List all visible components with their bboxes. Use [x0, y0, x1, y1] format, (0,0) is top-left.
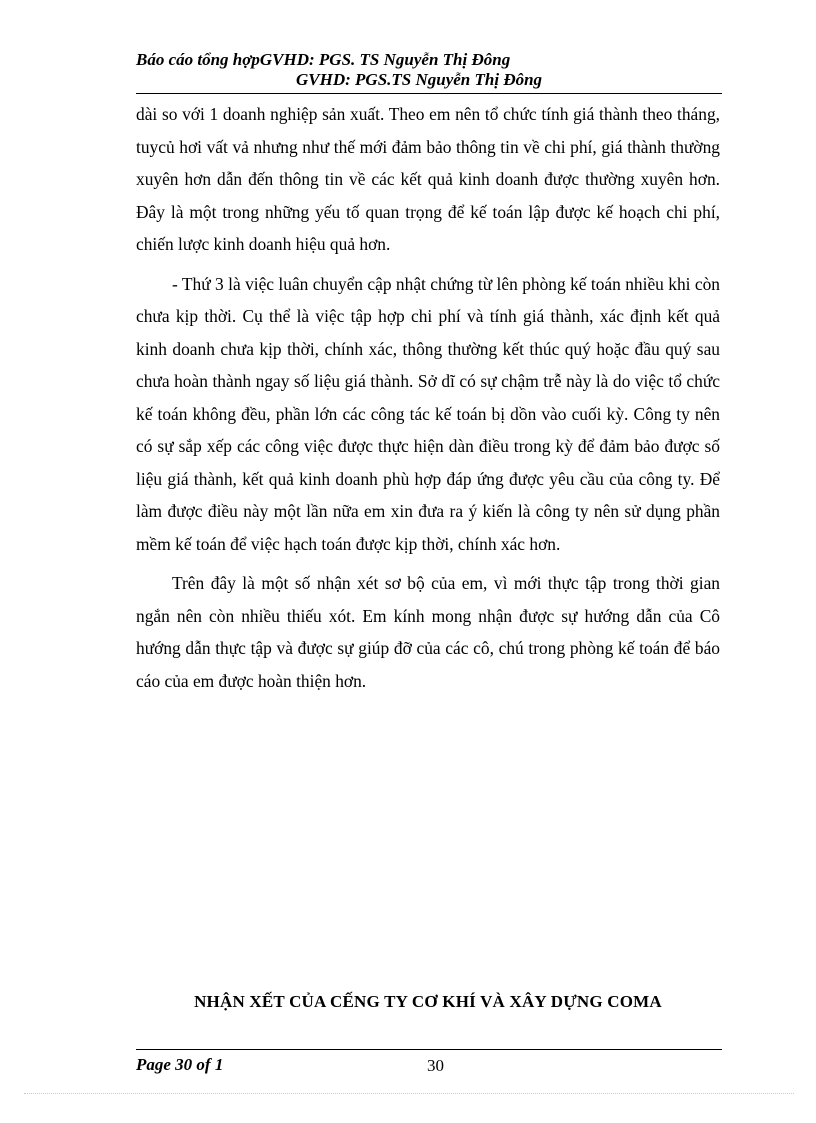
- paragraph-conclusion: Trên đây là một số nhận xét sơ bộ của em, vì mới thực tập trong thời gian ngắn nên còn nhiều thiếu xót. Em kính mong nhận được sự hướng dẫn của Cô hướng dẫn thực tập và được sự giúp đỡ của các cô, chú trong phòng kế toán để báo cáo của em được hoàn thiện hơn.: [136, 573, 720, 691]
- footer-divider: [136, 1049, 722, 1050]
- footer-page-label: Page 30 of 1: [136, 1055, 224, 1074]
- page-bottom-edge: [24, 1093, 794, 1094]
- document-body: [136, 98, 720, 704]
- header-title: Báo cáo tổng hợpGVHD: PGS. TS Nguyễn Thị Đông: [136, 50, 511, 69]
- paragraph-point-3: - Thứ 3 là việc luân chuyển cập nhật chứng từ lên phòng kế toán nhiều khi còn chưa kịp thời. Cụ thể là việc tập hợp chi phí và tính giá thành, xác định kết quả kinh doanh chưa kịp thời, chính xác, thông thường kết thúc quý hoặc đầu quý sau chưa hoàn thành ngay số liệu giá thành. Sở dĩ có sự chậm trễ này là do việc tổ chức kế toán không đều, phần lớn các công tác kế toán bị dồn vào cuối kỳ. Công ty nên có sự sắp xếp các công việc được thực hiện dàn điều trong kỳ để đảm bảo được số liệu giá thành, kết quả kinh doanh phù hợp đáp ứng được yêu cầu của công ty. Để làm được điều này một lần nữa em xin đưa ra ý kiến là công ty nên sử dụng phần mềm kế toán để việc hạch toán được kịp thời, chính xác hơn.: [136, 273, 720, 554]
- header-divider: [136, 93, 722, 94]
- header-supervisor: GVHD: PGS.TS Nguyễn Thị Đông: [296, 70, 543, 89]
- paragraph-continuation: dài so với 1 doanh nghiệp sản xuất. Theo em nên tổ chức tính giá thành theo tháng, tuycủ hơi vất vả nhưng như thế mới đảm bảo thông tin về chi phí, giá thành thường xuyên hơn dẫn đến thông tin về các kết quả kinh doanh được thường xuyên hơn. Đây là một trong những yếu tố quan trọng để kế toán lập được kế hoạch chi phí, chiến lược kinh doanh hiệu quả hơn.: [136, 104, 720, 254]
- page-header: [136, 50, 722, 90]
- section-heading: NHẬN XẾT CỦA CẾNG TY CƠ KHÍ VÀ XÂY DỰNG COMA: [194, 992, 662, 1011]
- footer-page-number: 30: [427, 1056, 444, 1075]
